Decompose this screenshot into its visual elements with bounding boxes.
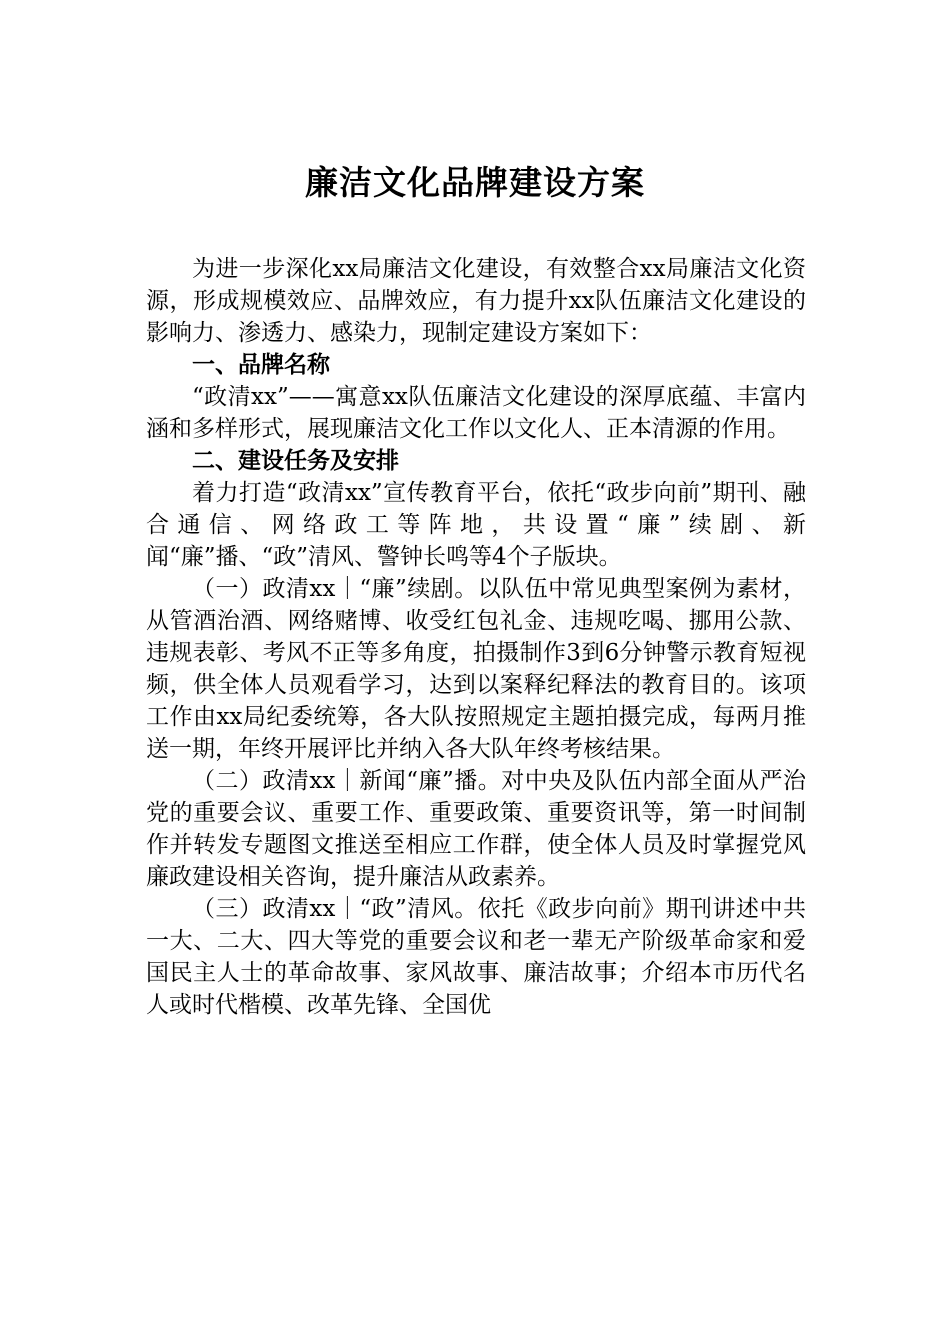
tasks-intro-paragraph: 着力打造“政清xx”宣传教育平台，依托“政步向前”期刊、融合通信、网络政工等阵地，共设置“廉”续剧、新闻“廉”播、“政”清风、警钟长鸣等4个子版块。 [146, 480, 806, 570]
document-title: 廉洁文化品牌建设方案 [305, 163, 645, 202]
intro-paragraph: 为进一步深化xx局廉洁文化建设，有效整合xx局廉洁文化资源，形成规模效应、品牌效应，有力提升xx队伍廉洁文化建设的影响力、渗透力、感染力，现制定建设方案如下： [146, 256, 806, 346]
brand-name-paragraph: “政清xx”——寓意xx队伍廉洁文化建设的深厚底蕴、丰富内涵和多样形式，展现廉洁文化工作以文化人、正本清源的作用。 [146, 384, 806, 442]
section-heading-brand-name: 一、品牌名称 [192, 352, 330, 378]
document-body [146, 253, 806, 1021]
task-item-1-paragraph: （一）政清xx｜“廉”续剧。以队伍中常见典型案例为素材，从管酒治酒、网络赌博、收受红包礼金、违规吃喝、挪用公款、违规表彰、考风不正等多角度，拍摄制作3到6分钟警示教育短视频，供全体人员观看学习，达到以案释纪释法的教育目的。该项工作由xx局纪委统筹，各大队按照规定主题拍摄完成，每两月推送一期，年终开展评比并纳入各大队年终考核结果。 [146, 576, 806, 762]
task-item-2-paragraph: （二）政清xx｜新闻“廉”播。对中央及队伍内部全面从严治党的重要会议、重要工作、重要政策、重要资讯等，第一时间制作并转发专题图文推送至相应工作群，使全体人员及时掌握党风廉政建设相关咨询，提升廉洁从政素养。 [146, 768, 806, 890]
section-heading-tasks: 二、建设任务及安排 [192, 448, 399, 474]
task-item-3-paragraph: （三）政清xx｜“政”清风。依托《政步向前》期刊讲述中共一大、二大、四大等党的重要会议和老一辈无产阶级革命家和爱国民主人士的革命故事、家风故事、廉洁故事；介绍本市历代名人或时代楷模、改革先锋、全国优 [146, 896, 806, 1018]
